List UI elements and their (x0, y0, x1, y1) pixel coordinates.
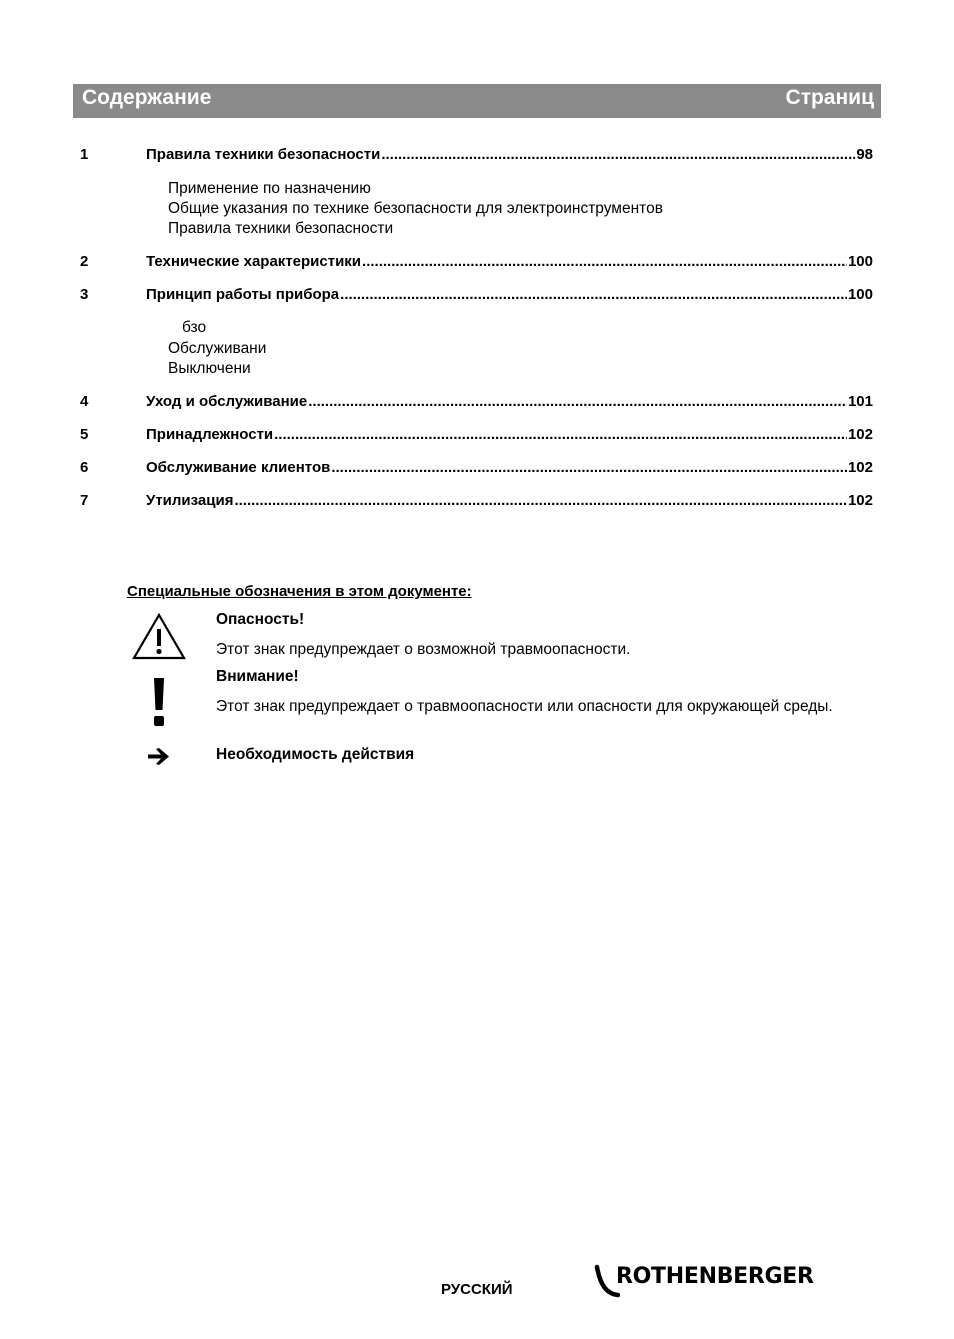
toc-subitem: Применение по назначению (168, 180, 371, 197)
toc-label: Принадлежности (146, 426, 274, 443)
footer-language: РУССКИЙ (441, 1281, 513, 1298)
toc-number: 2 (80, 253, 89, 270)
warning-triangle-icon (132, 613, 186, 660)
pages-column-label: Страниц (785, 86, 874, 109)
toc-number: 1 (80, 146, 89, 163)
symbols-heading: Специальные обозначения в этом документе: (127, 583, 472, 600)
toc-subitem: Выключени (168, 360, 251, 377)
toc-label: Уход и обслуживание (146, 393, 308, 410)
logo-text: ROTHENBERGER (616, 1264, 814, 1289)
toc-subitem: Правила техники безопасности (168, 220, 394, 237)
toc-row[interactable] (80, 392, 873, 412)
action-title: Необходимость действия (216, 746, 415, 763)
toc-label: Технические характеристики (146, 253, 362, 270)
toc-label: Принцип работы прибора (146, 286, 340, 303)
toc-subitem: Общие указания по технике безопасности для электроинструментов (168, 200, 663, 217)
toc-leader (308, 392, 847, 412)
toc-page: 102 (847, 426, 873, 443)
toc-number: 5 (80, 426, 89, 443)
toc-leader (362, 252, 847, 272)
toc-leader (381, 145, 855, 165)
toc-leader (340, 285, 847, 305)
toc-number: 4 (80, 393, 89, 410)
toc-leader (331, 458, 847, 478)
toc-page: 100 (847, 253, 873, 270)
toc-number: 3 (80, 286, 89, 303)
toc-subitem: бзо (182, 319, 207, 336)
toc-leader (274, 425, 847, 445)
toc-row[interactable] (80, 458, 873, 478)
toc-page: 100 (847, 286, 873, 303)
rothenberger-logo (594, 1262, 826, 1298)
arrow-right-icon (147, 747, 171, 766)
attention-text: Этот знак предупреждает о травмоопасности или опасности для окружающей среды. (216, 698, 833, 715)
contents-title: Содержание (82, 86, 212, 109)
toc-page: 102 (847, 492, 873, 509)
toc-leader (234, 491, 847, 511)
toc-number: 7 (80, 492, 89, 509)
toc-page: 102 (847, 459, 873, 476)
toc-subitem: Обслуживани (168, 340, 267, 357)
toc-row[interactable] (80, 425, 873, 445)
toc-label: Правила техники безопасности (146, 146, 381, 163)
toc-label: Утилизация (146, 492, 234, 509)
exclamation-icon (150, 676, 168, 728)
toc-number: 6 (80, 459, 89, 476)
toc-page: 98 (856, 146, 873, 163)
toc-label: Обслуживание клиентов (146, 459, 331, 476)
toc-row[interactable] (80, 491, 873, 511)
toc-page: 101 (847, 393, 873, 410)
toc-row[interactable] (80, 285, 873, 305)
attention-title: Внимание! (216, 668, 299, 685)
contents-header-bar (73, 84, 881, 118)
toc-row[interactable] (80, 145, 873, 165)
toc-row[interactable] (80, 252, 873, 272)
danger-title: Опасность! (216, 611, 305, 628)
danger-text: Этот знак предупреждает о возможной травмоопасности. (216, 641, 631, 658)
